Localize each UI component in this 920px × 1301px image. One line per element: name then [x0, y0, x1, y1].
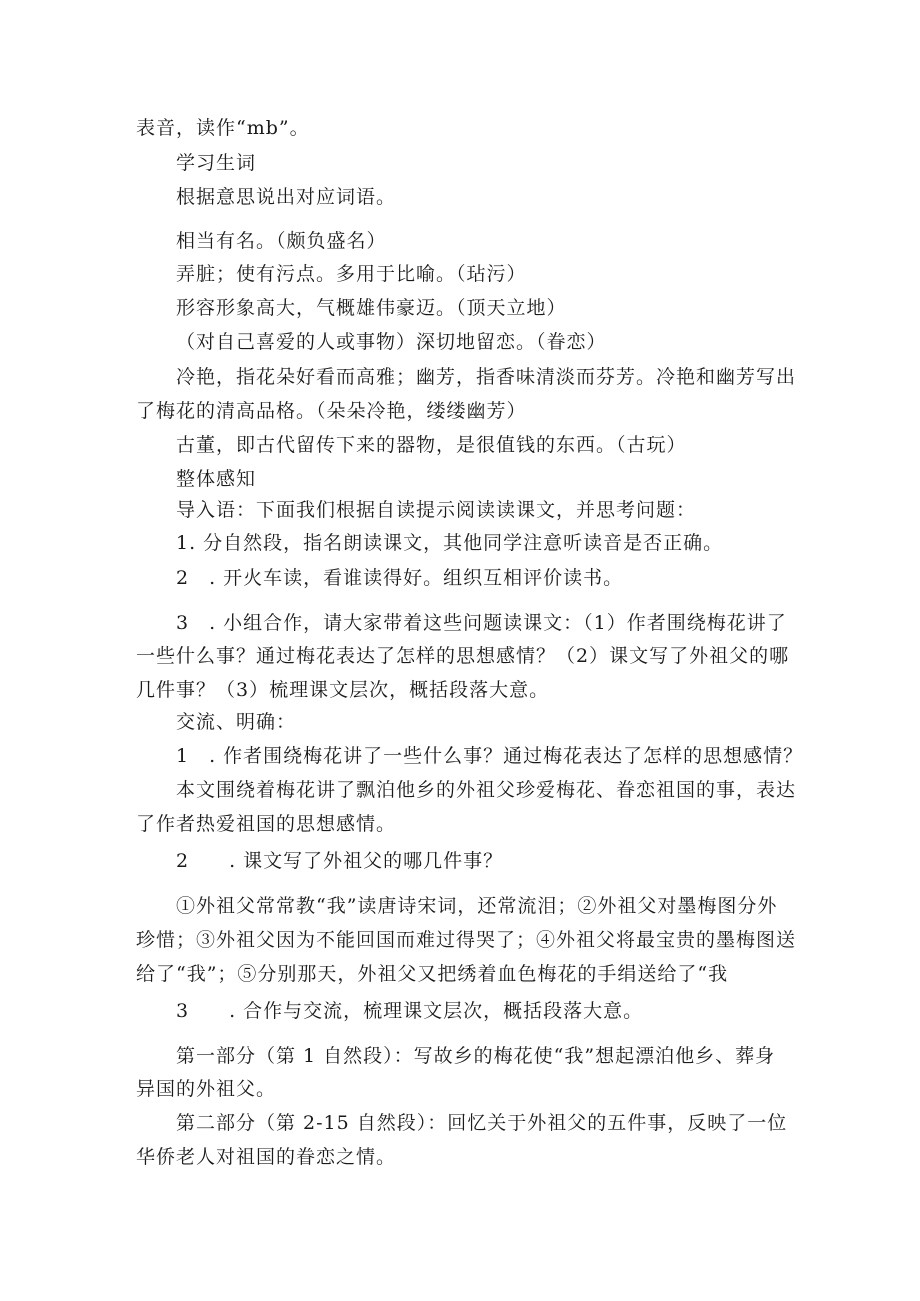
text-line: 2 . 课文写了外祖父的哪几件事？	[176, 850, 504, 872]
text-line: 珍惜；③外祖父因为不能回国而难过得哭了；④外祖父将最宝贵的墨梅图送	[136, 929, 797, 951]
text-line: 华侨老人对祖国的眷恋之情。	[136, 1146, 397, 1168]
text-line: 导入语：下面我们根据自读提示阅读读课文，并思考问题：	[176, 499, 697, 521]
text-line: 给了“我”；⑤分别那天，外祖父又把绣着血色梅花的手绢送给了“我	[136, 963, 729, 985]
text-line: 3 . 小组合作，请大家带着这些问题读课文：（1）作者围绕梅花讲了	[176, 612, 787, 634]
text-line: 了作者热爱祖国的思想感情。	[136, 813, 397, 835]
text-line: 本文围绕着梅花讲了飘泊他乡的外祖父珍爱梅花、眷恋祖国的事，表达	[176, 779, 797, 801]
text-line: 交流、明确：	[176, 711, 297, 733]
text-line: 第二部分（第 2-15 自然段）：回忆关于外祖父的五件事，反映了一位	[176, 1112, 788, 1134]
text-line: ①外祖父常常教“我”读唐诗宋词，还常流泪；②外祖父对墨梅图分外	[176, 895, 778, 917]
text-line: 形容形象高大，气概雄伟豪迈。（顶天立地）	[176, 297, 567, 319]
text-line: 冷艳，指花朵好看而高雅；幽芳，指香味清淡而芬芳。冷艳和幽芳写出	[176, 366, 797, 388]
text-line: 异国的外祖父。	[136, 1078, 277, 1100]
text-line: 1. 分自然段，指名朗读课文，其他同学注意听读音是否正确。	[176, 532, 724, 554]
text-line: 根据意思说出对应词语。	[176, 186, 397, 208]
text-line: 古董，即古代留传下来的器物，是很值钱的东西。（古玩）	[176, 434, 687, 456]
text-line: 一些什么事？通过梅花表达了怎样的思想感情？（2）课文写了外祖父的哪	[136, 645, 790, 667]
text-line: （对自己喜爱的人或事物）深切地留恋。（眷恋）	[176, 331, 607, 353]
text-line: 几件事？（3）梳理课文层次，概括段落大意。	[136, 679, 550, 701]
text-line: 第一部分（第 1 自然段）：写故乡的梅花使“我”想起漂泊他乡、葬身	[176, 1045, 776, 1067]
text-line: 2 . 开火车读，看谁读得好。组织互相评价读书。	[176, 567, 624, 589]
text-line: 3 . 合作与交流，梳理课文层次，概括段落大意。	[176, 1000, 644, 1022]
text-line: 相当有名。（颇负盛名）	[176, 230, 387, 252]
text-line: 弄脏；使有污点。多用于比喻。（玷污）	[176, 263, 527, 285]
section-heading: 学习生词	[176, 152, 257, 174]
text-line: 表音，读作“mb”。	[136, 117, 310, 139]
text-line: 了梅花的清高品格。（朵朵冷艳，缕缕幽芳）	[136, 400, 527, 422]
text-line: 1 . 作者围绕梅花讲了一些什么事？通过梅花表达了怎样的思想感情？	[176, 745, 804, 767]
section-heading: 整体感知	[176, 468, 257, 490]
